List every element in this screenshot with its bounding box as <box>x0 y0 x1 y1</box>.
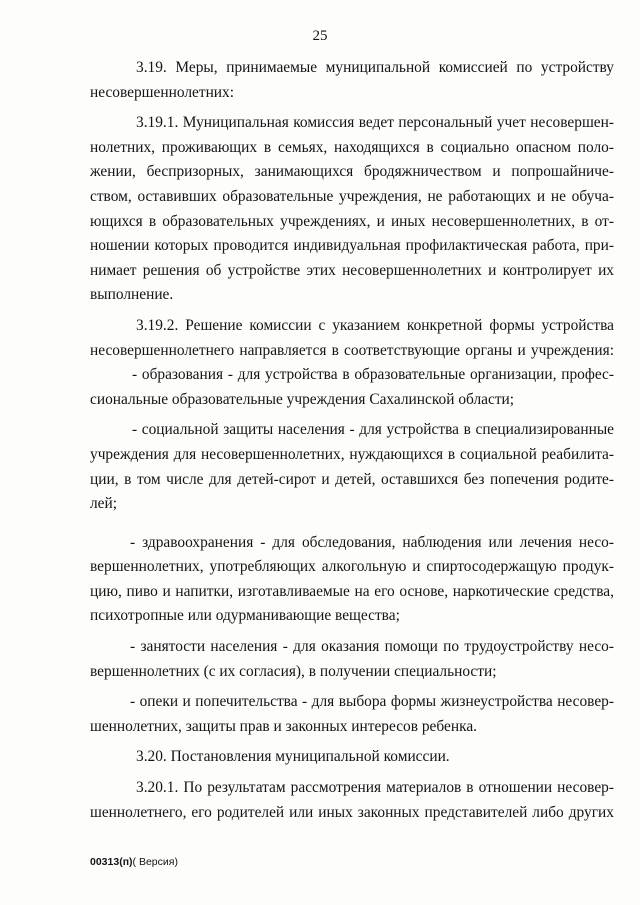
text-line: несовершеннолетних: <box>90 83 235 101</box>
text-line: ношении которых проводится индивидуальная профилактическая работа, при- <box>90 237 614 255</box>
text-line: - здравоохранения - для обследования, наблюдения или лечения несо- <box>130 533 614 551</box>
text-line: вершеннолетних (с их согласия), в получении специальности; <box>90 662 497 680</box>
text-line: ющихся в образовательных учреждениях, и иных несовершеннолетних, в от- <box>90 212 614 230</box>
text-line: - образования - для устройства в образовательные организации, профес- <box>132 366 614 384</box>
text-line: 3.20.1. По результатам рассмотрения материалов в отношении несовер- <box>136 779 614 797</box>
text-line: 3.19.1. Муниципальная комиссия ведет персональный учет несовершен- <box>136 114 614 132</box>
document-code: 00313(п) <box>90 856 133 868</box>
text-line: ством, оставивших образовательные учреждения, не работающих и не обуча- <box>90 187 614 205</box>
document-footer <box>90 856 178 868</box>
text-line: 3.19.2. Решение комиссии с указанием конкретной формы устройства <box>136 316 614 334</box>
text-line: нолетних, проживающих в семьях, находящихся в социально опасном поло- <box>90 138 614 156</box>
text-line: вершеннолетних, употребляющих алкогольную и спиртосодержащую продук- <box>90 558 614 576</box>
document-body <box>90 56 614 825</box>
text-line: ции, в том числе для детей-сирот и детей, оставшихся без попечения родите- <box>90 470 614 488</box>
document-version: ( Версия) <box>132 856 178 868</box>
text-line: лей; <box>90 495 118 513</box>
text-line: выполнение. <box>90 286 174 304</box>
text-line: 3.19. Меры, принимаемые муниципальной комиссией по устройству <box>136 59 614 76</box>
text-line: - опеки и попечительства - для выбора формы жизнеустройства несовер- <box>130 693 614 711</box>
text-line: цию, пиво и напитки, изготавливаемые на его основе, наркотические средства, <box>90 582 614 600</box>
text-line: шеннолетних, защиты прав и законных интересов ребенка. <box>90 717 478 735</box>
text-line: сиональные образовательные учреждения Сахалинской области; <box>90 390 515 408</box>
text-line: жении, беспризорных, занимающихся бродяжничеством и попрошайниче- <box>90 163 614 181</box>
text-line: - занятости населения - для оказания помощи по трудоустройству несо- <box>130 638 614 656</box>
text-line: шеннолетнего, его родителей или иных законных представителей либо других <box>90 803 614 821</box>
text-line: несовершеннолетнего направляется в соответствующие органы и учреждения: <box>90 341 614 359</box>
section-heading: 3.20. Постановления муниципальной комиссии. <box>136 748 450 766</box>
text-line: психотропные или одурманивающие вещества; <box>90 607 400 625</box>
text-line: учреждения для несовершеннолетних, нуждающихся в социальной реабилита- <box>90 445 614 463</box>
page-number: 25 <box>312 28 328 44</box>
text-line: нимает решения об устройстве этих несовершеннолетних и контролирует их <box>90 261 614 279</box>
text-line: - социальной защиты населения - для устройства в специализированные <box>132 421 614 439</box>
